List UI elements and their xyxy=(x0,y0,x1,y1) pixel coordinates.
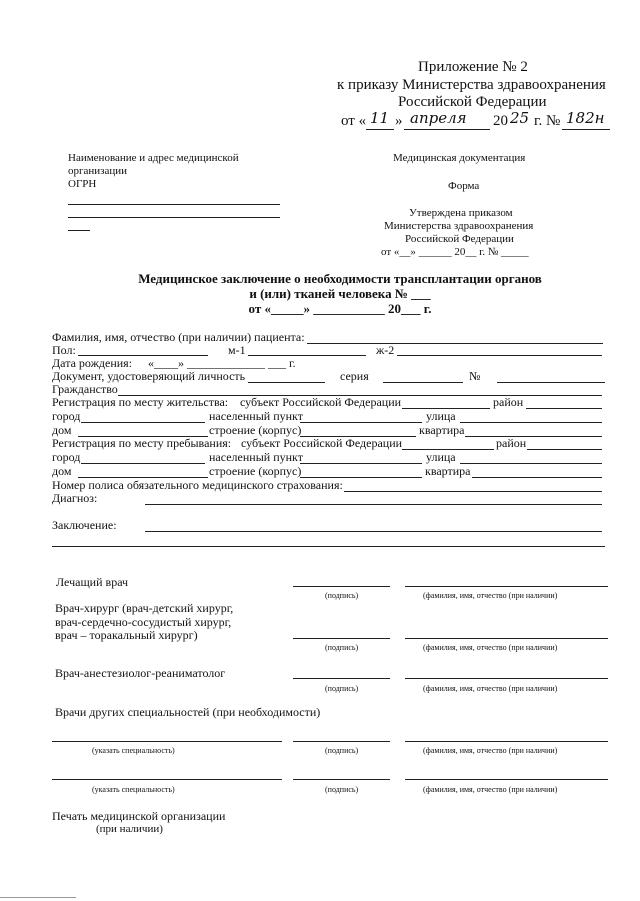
stay-house-label: дом xyxy=(52,464,72,478)
reg-street-line xyxy=(460,422,602,423)
stay-building-label: строение (корпус) xyxy=(209,464,302,478)
sex-label: Пол: xyxy=(52,343,76,357)
annex-number-prefix: г. № xyxy=(534,113,561,129)
policy-line xyxy=(344,491,602,492)
diagnosis-line xyxy=(145,504,602,505)
org-label-cont: организации xyxy=(68,165,128,177)
title-line-1: Медицинское заключение о необходимости трансплантации органов xyxy=(138,271,542,286)
reg-apartment-line xyxy=(465,436,602,437)
series-line xyxy=(383,382,463,383)
stay-city-line xyxy=(81,463,205,464)
reg-district-line xyxy=(526,408,602,409)
anesthesiologist-label: Врач-анестезиолог-реаниматолог xyxy=(55,666,226,680)
stay-locality-line xyxy=(300,463,422,464)
anesth-name-line xyxy=(405,678,608,679)
anesth-sign-caption: (подпись) xyxy=(325,684,359,693)
spec-caption-1: (указать специальность) xyxy=(92,746,175,755)
stay-district-label: район xyxy=(496,436,527,450)
sex-male-label: м-1 xyxy=(228,343,246,357)
surgeon-label-1: Врач-хирург (врач-детский хирург, xyxy=(55,601,234,615)
surgeon-label-3: врач – торакальный хирург) xyxy=(55,628,198,642)
policy-label: Номер полиса обязательного медицинского страхования: xyxy=(52,478,343,492)
dob-mask: «____» _____________ ___ г. xyxy=(148,356,296,370)
other-name-line-2 xyxy=(405,779,608,780)
stay-district-line xyxy=(527,449,602,450)
reg-district-label: район xyxy=(493,395,524,409)
citizenship-label: Гражданство xyxy=(52,382,118,396)
form-label: Форма xyxy=(448,180,480,192)
other-name-caption-2: (фамилия, имя, отчество (при наличии) xyxy=(423,785,558,794)
surgeon-sign-line xyxy=(293,638,390,639)
attending-sign-caption: (подпись) xyxy=(325,591,359,600)
stay-locality-label: населенный пункт xyxy=(209,450,303,464)
attending-doctor-label: Лечащий врач xyxy=(56,575,129,589)
ogrn-label: ОГРН xyxy=(68,178,97,190)
annex-month-handwritten: апреля xyxy=(410,109,467,127)
attending-name-line xyxy=(405,586,608,587)
number-line xyxy=(497,382,605,383)
org-line-2 xyxy=(68,217,280,218)
anesth-sign-line xyxy=(293,678,390,679)
approved-ministry: Министерства здравоохранения xyxy=(384,220,534,232)
conclusion-line-1 xyxy=(145,531,602,532)
annex-date-prefix: от « xyxy=(341,113,367,129)
anesth-name-caption: (фамилия, имя, отчество (при наличии) xyxy=(423,684,558,693)
stay-apartment-line xyxy=(472,477,602,478)
sex-line-3 xyxy=(397,355,602,356)
conclusion-line-2 xyxy=(52,546,605,547)
annex-quote-close: » xyxy=(395,113,403,129)
reg-apartment-label: квартира xyxy=(419,423,465,437)
annex-year-prefix: 20 xyxy=(493,113,508,129)
approved-federation: Российской Федерации xyxy=(405,233,514,245)
other-sign-caption-1: (подпись) xyxy=(325,746,359,755)
surgeon-sign-caption: (подпись) xyxy=(325,643,359,652)
reg-subject-label: субъект Российской Федерации xyxy=(240,395,402,409)
stay-city-label: город xyxy=(52,450,81,464)
fio-line xyxy=(307,343,603,344)
spec-caption-2: (указать специальность) xyxy=(92,785,175,794)
org-line-3 xyxy=(68,230,90,231)
reg-city-line xyxy=(81,422,205,423)
id-doc-line xyxy=(248,382,325,383)
other-sign-line-1 xyxy=(293,741,390,742)
title-line-2: и (или) тканей человека № ___ xyxy=(249,286,431,301)
stamp-label: Печать медицинской организации xyxy=(52,809,226,823)
stay-street-label: улица xyxy=(426,450,456,464)
diagnosis-label: Диагноз: xyxy=(52,491,98,505)
org-line-1 xyxy=(68,204,280,205)
reg-locality-line xyxy=(300,422,422,423)
reg-city-label: город xyxy=(52,409,81,423)
annex-federation-line: Российской Федерации xyxy=(398,94,547,110)
reg-street-label: улица xyxy=(426,409,456,423)
other-sign-caption-2: (подпись) xyxy=(325,785,359,794)
reg-residence-label: Регистрация по месту жительства: xyxy=(52,395,229,409)
annex-year-handwritten: 25 xyxy=(510,109,530,127)
attending-sign-line xyxy=(293,586,390,587)
annex-title: Приложение № 2 xyxy=(418,59,528,75)
title-line-3: от «_____» ___________ 20___ г. xyxy=(248,301,432,316)
annex-order-line: к приказу Министерства здравоохранения xyxy=(337,77,606,93)
id-doc-label: Документ, удостоверяющий личность xyxy=(52,369,246,383)
stay-apartment-label: квартира xyxy=(425,464,471,478)
other-specialists-label: Врачи других специальностей (при необходимости) xyxy=(55,705,321,719)
org-name-label: Наименование и адрес медицинской xyxy=(68,152,239,164)
doc-type-label: Медицинская документация xyxy=(393,152,526,164)
number-label: № xyxy=(469,369,481,383)
surgeon-name-caption: (фамилия, имя, отчество (при наличии) xyxy=(423,643,558,652)
annex-number-handwritten: 182н xyxy=(566,109,605,127)
approved-label: Утверждена приказом xyxy=(409,207,513,219)
other-name-caption-1: (фамилия, имя, отчество (при наличии) xyxy=(423,746,558,755)
attending-name-caption: (фамилия, имя, отчество (при наличии) xyxy=(423,591,558,600)
other-name-line-1 xyxy=(405,741,608,742)
stay-subject-label: субъект Российской Федерации xyxy=(241,436,403,450)
reg-building-label: строение (корпус) xyxy=(209,423,302,437)
other-spec-line-1 xyxy=(52,741,282,742)
bottom-edge-mark xyxy=(0,897,76,898)
surgeon-label-2: врач-сердечно-сосудистый хирург, xyxy=(55,615,232,629)
sex-female-label: ж-2 xyxy=(376,343,395,357)
annex-day-line xyxy=(366,129,394,130)
stay-street-line xyxy=(460,463,602,464)
dob-label: Дата рождения: xyxy=(52,356,133,370)
other-sign-line-2 xyxy=(293,779,390,780)
reg-locality-label: населенный пункт xyxy=(209,409,303,423)
surgeon-name-line xyxy=(405,638,608,639)
other-spec-line-2 xyxy=(52,779,282,780)
annex-number-line xyxy=(562,129,610,130)
reg-stay-label: Регистрация по месту пребывания: xyxy=(52,436,232,450)
annex-month-line xyxy=(404,129,490,130)
annex-day-handwritten: 11 xyxy=(370,109,390,127)
stamp-optional-label: (при наличии) xyxy=(96,823,163,835)
approved-date-line: от «__» ______ 20__ г. № _____ xyxy=(381,246,529,258)
conclusion-label: Заключение: xyxy=(52,518,117,532)
reg-house-label: дом xyxy=(52,423,72,437)
series-label: серия xyxy=(340,369,369,383)
fio-label: Фамилия, имя, отчество (при наличии) пациента: xyxy=(52,330,305,344)
